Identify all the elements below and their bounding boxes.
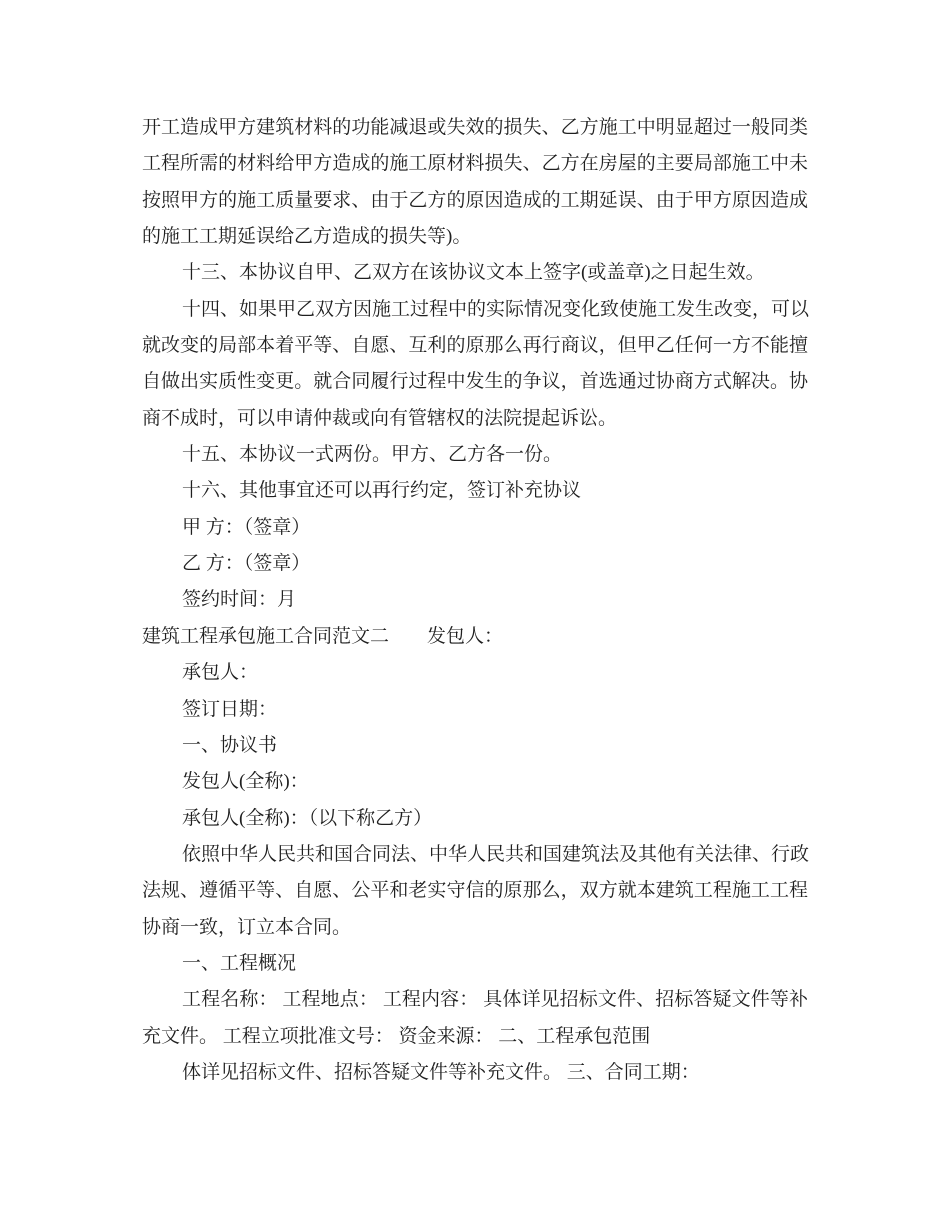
document-line: 就改变的局部本着平等、自愿、互利的原那么再行商议，但甲乙任何一方不能擅 [142,335,808,357]
document-line: 一、协议书 [182,734,278,756]
document-line: 一、工程概况 [182,952,297,974]
document-line: 自做出实质性变更。就合同履行过程中发生的争议，首选通过协商方式解决。协 [142,371,808,393]
document-line: 体详见招标文件、招标答疑文件等补充文件。 三、合同工期： [182,1061,700,1083]
document-line: 的施工工期延误给乙方造成的损失等)。 [142,226,472,248]
document-line: 协商一致，订立本合同。 [142,916,352,938]
document-line: 十五、本协议一式两份。甲方、乙方各一份。 [182,444,563,466]
document-line: 承包人(全称)：（以下称乙方） [182,807,433,829]
document-line: 按照甲方的施工质量要求、由于乙方的原因造成的工期延误、由于甲方原因造成 [142,189,808,211]
document-line: 建筑工程承包施工合同范文二 发包人： [142,625,504,647]
document-line: 十三、本协议自甲、乙双方在该协议文本上签字(或盖章)之日起生效。 [182,262,765,284]
document-line: 甲 方：（签章） [182,516,311,538]
document-line: 签约时间：月 [182,589,297,611]
document-page [142,110,808,1091]
document-line: 签订日期： [182,698,278,720]
document-line: 乙 方：（签章） [182,553,311,575]
document-line: 法规、遵循平等、自愿、公平和老实守信的原那么，双方就本建筑工程施工工程 [142,880,808,902]
document-line: 承包人： [182,662,259,684]
document-body [142,110,808,1091]
document-line: 开工造成甲方建筑材料的功能减退或失效的损失、乙方施工中明显超过一般同类 [142,117,808,138]
document-line: 十六、其他事宜还可以再行约定，签订补充协议 [182,480,582,502]
document-line: 工程名称： 工程地点： 工程内容： 具体详见招标文件、招标答疑文件等补 [182,989,808,1011]
document-line: 充文件。 工程立项批准文号： 资金来源： 二、工程承包范围 [142,1025,651,1047]
document-line: 工程所需的材料给甲方造成的施工原材料损失、乙方在房屋的主要局部施工中未 [142,153,808,175]
document-line: 发包人(全称)： [182,771,309,793]
document-line: 商不成时，可以申请仲裁或向有管辖权的法院提起诉讼。 [142,407,618,429]
document-line: 十四、如果甲乙双方因施工过程中的实际情况变化致使施工发生改变，可以 [182,298,810,320]
document-line: 依照中华人民共和国合同法、中华人民共和国建筑法及其他有关法律、行政 [182,843,810,865]
